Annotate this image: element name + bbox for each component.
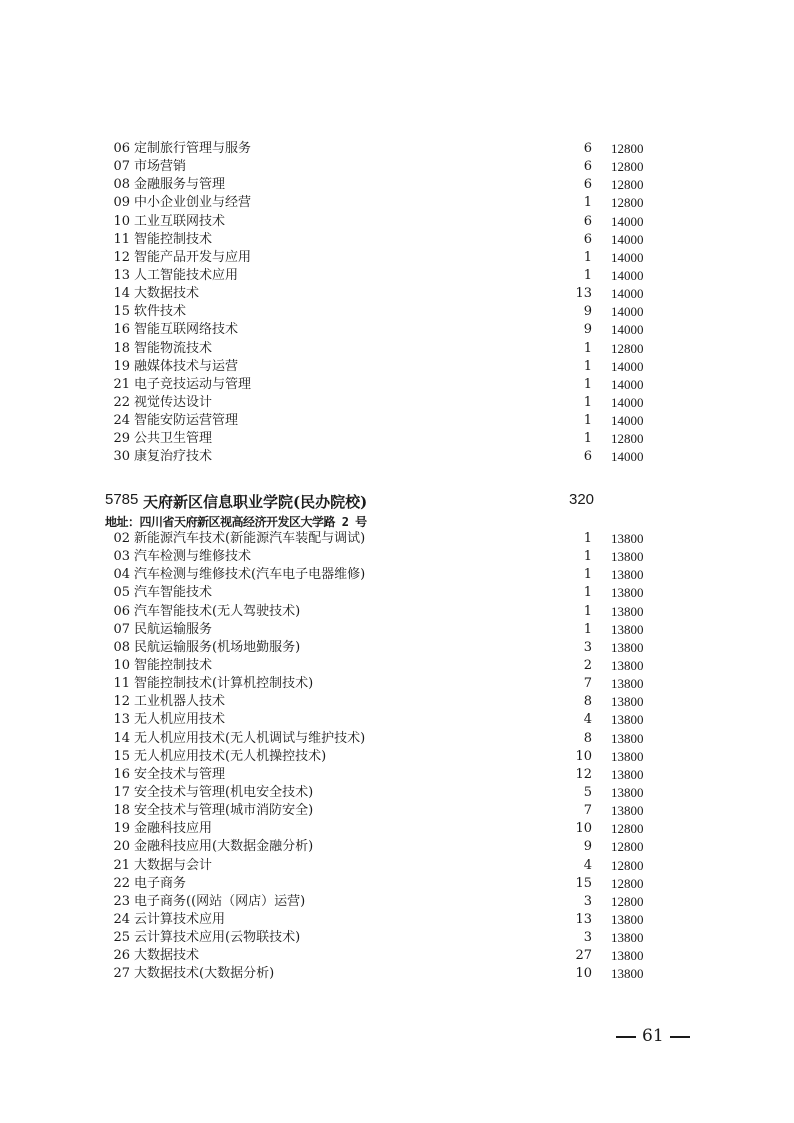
major-count: 6 [583, 449, 592, 465]
major-code: 16 [113, 766, 130, 782]
major-fee: 12800 [611, 893, 644, 909]
major-code: 14 [113, 730, 130, 746]
major-name: 安全技术与管理 [134, 766, 226, 782]
right-dash [670, 1036, 690, 1038]
school-header [105, 491, 705, 513]
major-name: 市场营销 [134, 159, 187, 175]
major-name: 大数据技术 [134, 286, 200, 302]
major-name: 工业机器人技术 [134, 694, 226, 710]
major-fee: 14000 [611, 394, 644, 410]
major-row [0, 857, 794, 875]
major-count: 6 [583, 177, 592, 193]
major-name: 汽车智能技术(无人驾驶技术) [134, 603, 301, 619]
major-name: 无人机应用技术 [134, 712, 226, 728]
major-row [0, 412, 794, 430]
page-number: 61 [642, 1026, 664, 1046]
major-fee: 12800 [611, 177, 644, 193]
major-code: 08 [113, 639, 130, 655]
major-fee: 14000 [611, 267, 644, 283]
major-count: 4 [583, 857, 592, 873]
major-code: 26 [113, 948, 130, 964]
major-fee: 13800 [611, 766, 644, 782]
major-count: 8 [583, 730, 592, 746]
major-name: 大数据与会计 [134, 857, 213, 873]
major-count: 1 [583, 394, 592, 410]
major-fee: 13800 [611, 676, 644, 692]
major-row [0, 675, 794, 693]
major-code: 24 [113, 413, 130, 429]
major-name: 无人机应用技术(无人机操控技术) [134, 748, 327, 764]
major-count: 1 [583, 267, 592, 283]
major-fee: 12800 [611, 839, 644, 855]
major-fee: 13800 [611, 784, 644, 800]
major-row [0, 158, 794, 176]
major-count: 3 [583, 930, 592, 946]
major-count: 7 [583, 676, 592, 692]
major-name: 智能控制技术(计算机控制技术) [134, 676, 314, 692]
major-name: 定制旅行管理与服务 [134, 141, 252, 156]
major-code: 15 [113, 304, 130, 320]
major-fee: 14000 [611, 376, 644, 392]
major-fee: 13800 [611, 930, 644, 946]
major-code: 29 [113, 431, 130, 447]
major-list-bottom [0, 530, 794, 984]
major-code: 06 [113, 603, 130, 619]
major-count: 6 [583, 231, 592, 247]
major-count: 4 [583, 712, 592, 728]
major-count: 7 [583, 803, 592, 819]
major-fee: 14000 [611, 213, 644, 229]
major-code: 15 [113, 748, 130, 764]
major-name: 电子竞技运动与管理 [134, 376, 252, 392]
major-name: 民航运输服务 [134, 621, 213, 637]
major-row [0, 176, 794, 194]
major-code: 11 [113, 676, 130, 692]
major-row [0, 584, 794, 602]
major-code: 30 [113, 449, 130, 465]
major-name: 大数据技术 [134, 948, 200, 964]
major-fee: 12800 [611, 431, 644, 447]
major-name: 云计算技术应用(云物联技术) [134, 930, 301, 946]
major-row [0, 213, 794, 231]
major-count: 1 [583, 413, 592, 429]
major-row [0, 566, 794, 584]
major-count: 3 [583, 893, 592, 909]
major-code: 22 [113, 875, 130, 891]
major-count: 1 [583, 603, 592, 619]
major-row [0, 249, 794, 267]
major-code: 19 [113, 358, 130, 374]
major-fee: 12800 [611, 857, 644, 873]
major-fee: 13800 [611, 603, 644, 619]
major-name: 安全技术与管理(机电安全技术) [134, 784, 314, 800]
major-count: 1 [583, 358, 592, 374]
major-fee: 13800 [611, 621, 644, 637]
major-fee: 13800 [611, 911, 644, 927]
major-row [0, 140, 794, 158]
major-name: 智能产品开发与应用 [134, 249, 252, 265]
major-row [0, 748, 794, 766]
major-count: 6 [583, 213, 592, 229]
major-count: 9 [583, 839, 592, 855]
major-name: 智能互联网络技术 [134, 322, 239, 338]
major-name: 汽车检测与维修技术 [134, 549, 252, 565]
major-code: 19 [113, 821, 130, 837]
major-row [0, 657, 794, 675]
major-count: 27 [575, 948, 592, 964]
major-count: 2 [583, 657, 592, 673]
major-fee: 13800 [611, 730, 644, 746]
major-fee: 14000 [611, 449, 644, 465]
major-code: 12 [113, 249, 130, 265]
major-row [0, 947, 794, 965]
school-code: 5785 [105, 491, 139, 508]
major-count: 9 [583, 304, 592, 320]
major-fee: 14000 [611, 413, 644, 429]
major-count: 1 [583, 249, 592, 265]
major-code: 13 [113, 267, 130, 283]
major-fee: 14000 [611, 249, 644, 265]
major-code: 07 [113, 159, 130, 175]
major-row [0, 893, 794, 911]
major-code: 21 [113, 857, 130, 873]
major-fee: 13800 [611, 748, 644, 764]
school-address: 地址：四川省天府新区视高经济开发区大学路 2 号 [105, 515, 367, 529]
major-name: 无人机应用技术(无人机调试与维护技术) [134, 730, 366, 746]
major-name: 视觉传达设计 [134, 394, 213, 410]
major-name: 云计算技术应用 [134, 911, 226, 927]
major-fee: 14000 [611, 286, 644, 302]
major-row [0, 530, 794, 548]
major-code: 13 [113, 712, 130, 728]
page-footer [616, 1026, 696, 1046]
major-code: 25 [113, 930, 130, 946]
major-name: 电子商务 [134, 875, 187, 891]
major-row [0, 376, 794, 394]
major-name: 智能控制技术 [134, 657, 213, 673]
major-code: 03 [113, 549, 130, 565]
major-count: 15 [575, 875, 592, 891]
major-row [0, 285, 794, 303]
major-code: 10 [113, 657, 130, 673]
major-code: 24 [113, 911, 130, 927]
major-fee: 13800 [611, 712, 644, 728]
major-fee: 13800 [611, 948, 644, 964]
major-fee: 12800 [611, 159, 644, 175]
major-count: 6 [583, 159, 592, 175]
major-fee: 13800 [611, 549, 644, 565]
major-list-top [0, 140, 794, 467]
major-code: 22 [113, 394, 130, 410]
major-count: 1 [583, 195, 592, 211]
major-name: 工业互联网技术 [134, 213, 226, 229]
major-code: 27 [113, 966, 130, 982]
major-name: 中小企业创业与经营 [134, 195, 252, 211]
major-name: 人工智能技术应用 [134, 267, 239, 283]
major-row [0, 430, 794, 448]
major-row [0, 303, 794, 321]
major-row [0, 730, 794, 748]
major-fee: 12800 [611, 821, 644, 837]
major-code: 21 [113, 376, 130, 392]
major-row [0, 621, 794, 639]
major-fee: 13800 [611, 585, 644, 601]
major-fee: 13800 [611, 657, 644, 673]
major-row [0, 194, 794, 212]
school-name: 天府新区信息职业学院(民办院校) [143, 493, 368, 511]
major-row [0, 965, 794, 983]
major-row [0, 639, 794, 657]
major-count: 1 [583, 340, 592, 356]
school-total: 320 [569, 491, 595, 508]
major-row [0, 267, 794, 285]
major-fee: 12800 [611, 141, 644, 156]
major-name: 智能物流技术 [134, 340, 213, 356]
major-fee: 13800 [611, 803, 644, 819]
major-fee: 14000 [611, 358, 644, 374]
major-fee: 12800 [611, 340, 644, 356]
major-row [0, 548, 794, 566]
major-code: 23 [113, 893, 130, 909]
major-row [0, 394, 794, 412]
major-name: 民航运输服务(机场地勤服务) [134, 639, 301, 655]
major-count: 9 [583, 322, 592, 338]
major-name: 安全技术与管理(城市消防安全) [134, 803, 314, 819]
major-row [0, 820, 794, 838]
major-count: 13 [575, 286, 592, 302]
major-name: 大数据技术(大数据分析) [134, 966, 275, 982]
major-count: 12 [575, 766, 592, 782]
major-count: 3 [583, 639, 592, 655]
major-fee: 13800 [611, 694, 644, 710]
major-name: 软件技术 [134, 304, 187, 320]
major-row [0, 693, 794, 711]
major-name: 公共卫生管理 [134, 431, 213, 447]
major-row [0, 448, 794, 466]
major-code: 16 [113, 322, 130, 338]
major-fee: 14000 [611, 322, 644, 338]
major-code: 10 [113, 213, 130, 229]
major-name: 康复治疗技术 [134, 449, 213, 465]
major-row [0, 911, 794, 929]
major-count: 10 [575, 821, 592, 837]
major-fee: 13800 [611, 966, 644, 982]
major-code: 20 [113, 839, 130, 855]
major-count: 1 [583, 549, 592, 565]
major-name: 电子商务((网站（网店）运营) [134, 893, 306, 909]
major-row [0, 784, 794, 802]
major-row [0, 340, 794, 358]
major-name: 汽车检测与维修技术(汽车电子电器维修) [134, 567, 366, 583]
major-fee: 14000 [611, 231, 644, 247]
major-count: 5 [583, 784, 592, 800]
major-row [0, 321, 794, 339]
major-code: 07 [113, 621, 130, 637]
major-code: 17 [113, 784, 130, 800]
major-name: 金融服务与管理 [134, 177, 226, 193]
major-code: 04 [113, 567, 130, 583]
major-count: 1 [583, 621, 592, 637]
major-fee: 14000 [611, 304, 644, 320]
major-code: 14 [113, 286, 130, 302]
major-count: 1 [583, 376, 592, 392]
major-count: 6 [583, 141, 592, 156]
left-dash [616, 1036, 636, 1038]
major-code: 05 [113, 585, 130, 601]
major-row [0, 875, 794, 893]
major-name: 金融科技应用 [134, 821, 213, 837]
major-fee: 13800 [611, 639, 644, 655]
major-code: 18 [113, 340, 130, 356]
major-code: 11 [113, 231, 130, 247]
major-row [0, 358, 794, 376]
major-code: 09 [113, 195, 130, 211]
major-row [0, 802, 794, 820]
major-name: 金融科技应用(大数据金融分析) [134, 839, 314, 855]
major-code: 18 [113, 803, 130, 819]
major-count: 10 [575, 966, 592, 982]
major-fee: 13800 [611, 531, 644, 546]
major-count: 8 [583, 694, 592, 710]
major-name: 新能源汽车技术(新能源汽车装配与调试) [134, 531, 366, 546]
major-code: 02 [113, 531, 130, 546]
major-row [0, 929, 794, 947]
major-count: 1 [583, 531, 592, 546]
major-count: 10 [575, 748, 592, 764]
major-code: 12 [113, 694, 130, 710]
major-count: 1 [583, 431, 592, 447]
major-name: 智能安防运营管理 [134, 413, 239, 429]
major-row [0, 231, 794, 249]
major-count: 1 [583, 567, 592, 583]
major-fee: 12800 [611, 875, 644, 891]
major-fee: 13800 [611, 567, 644, 583]
major-row [0, 711, 794, 729]
major-code: 08 [113, 177, 130, 193]
major-fee: 12800 [611, 195, 644, 211]
major-name: 融媒体技术与运营 [134, 358, 239, 374]
major-count: 1 [583, 585, 592, 601]
major-row [0, 766, 794, 784]
major-code: 06 [113, 141, 130, 156]
major-row [0, 603, 794, 621]
major-row [0, 838, 794, 856]
major-name: 智能控制技术 [134, 231, 213, 247]
major-name: 汽车智能技术 [134, 585, 213, 601]
major-count: 13 [575, 911, 592, 927]
